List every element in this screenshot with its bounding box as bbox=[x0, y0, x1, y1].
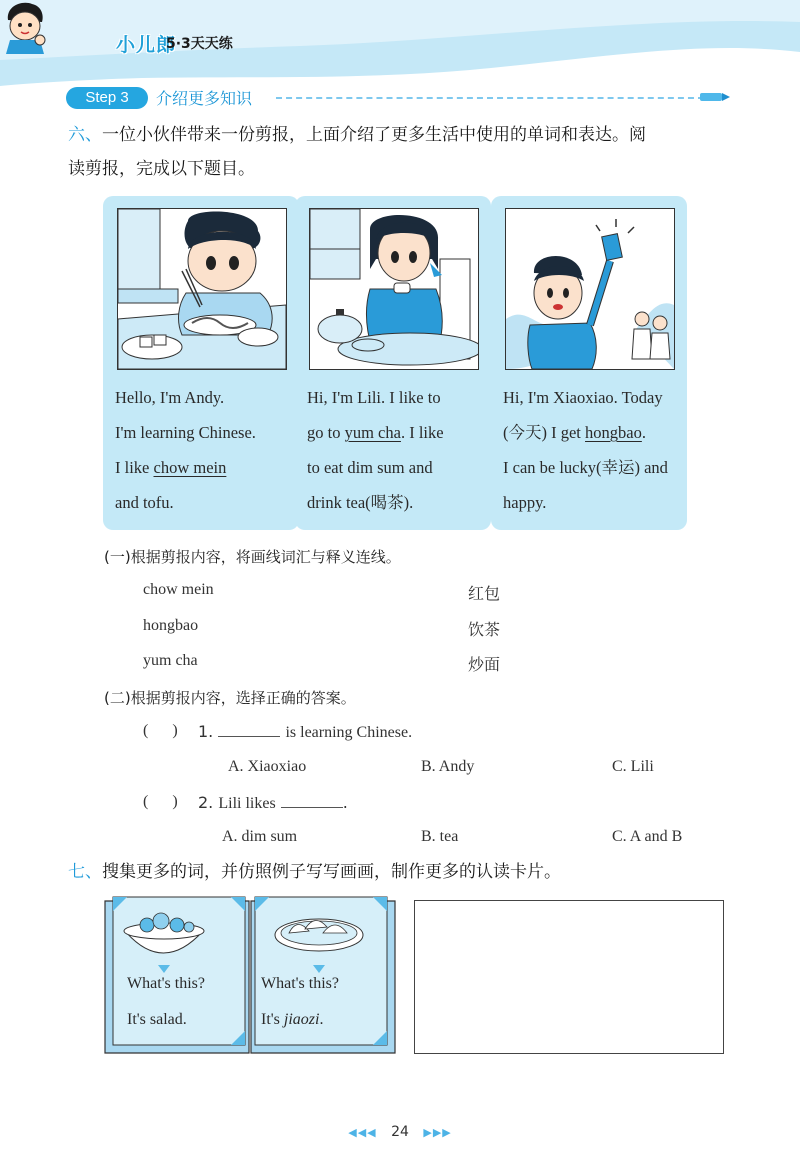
left-arrows-icon: ◀◀◀ bbox=[348, 1126, 377, 1139]
answer-paren[interactable]: ( ) bbox=[143, 793, 178, 810]
boy-mascot-icon bbox=[0, 0, 48, 54]
answer-end: . bbox=[319, 1011, 324, 1028]
brand-name: 小儿郎 bbox=[116, 34, 177, 56]
lili-tea-illustration bbox=[309, 208, 479, 370]
caption-line: to eat dim sum and bbox=[307, 458, 433, 477]
caption-text: (今天) I get bbox=[503, 423, 586, 442]
card-1-question: What's this? bbox=[127, 975, 205, 992]
clipping-panel-andy bbox=[103, 196, 299, 530]
option-c[interactable]: C. A and B bbox=[612, 828, 683, 845]
question-6-heading bbox=[68, 118, 738, 186]
match-right-item[interactable]: 红包 bbox=[468, 584, 501, 603]
option-b[interactable]: B. tea bbox=[421, 828, 459, 845]
caption-text: . I like bbox=[400, 423, 444, 442]
caption-line bbox=[503, 415, 679, 450]
underlined-word-yum-cha: yum cha bbox=[344, 423, 401, 442]
instruction-line-1: 一位小伙伴带来一份剪报，上面介绍了更多生活中使用的单词和表达。阅 bbox=[102, 125, 646, 145]
question-text: is learning Chinese. bbox=[285, 724, 413, 741]
option-b[interactable]: B. Andy bbox=[421, 758, 475, 775]
card-2-question: What's this? bbox=[261, 975, 339, 992]
series-name: 5·3天天练 bbox=[166, 36, 233, 52]
caption-text: . bbox=[641, 423, 646, 442]
caption-line: I'm learning Chinese. bbox=[115, 423, 256, 442]
question-number: 1. bbox=[198, 722, 214, 741]
answer-word-italic: jiaozi bbox=[283, 1011, 320, 1028]
caption-line: drink tea(喝茶). bbox=[307, 493, 414, 512]
step-badge: Step 3 bbox=[66, 87, 148, 109]
caption-text: go to bbox=[307, 423, 345, 442]
caption-line: Hi, I'm Xiaoxiao. Today bbox=[503, 388, 663, 407]
lili-caption bbox=[307, 380, 483, 520]
question-7-heading bbox=[68, 855, 738, 889]
answer-paren[interactable]: ( ) bbox=[143, 722, 178, 739]
example-word-card-book bbox=[103, 895, 397, 1057]
option-a[interactable]: A. Xiaoxiao bbox=[228, 758, 307, 775]
part-1-heading: (一)根据剪报内容，将画线词汇与释义连线。 bbox=[104, 548, 401, 566]
andy-eating-illustration bbox=[117, 208, 287, 370]
blank-drawing-card[interactable] bbox=[414, 900, 724, 1054]
page-number: 24 bbox=[391, 1124, 409, 1140]
instruction-line-2: 读剪报，完成以下题目。 bbox=[68, 159, 255, 179]
xiaoxiao-caption bbox=[503, 380, 679, 520]
clipping-panel-lili bbox=[295, 196, 491, 530]
andy-caption bbox=[115, 380, 291, 520]
caption-line: I can be lucky(幸运) and bbox=[503, 458, 668, 477]
answer-text: It's bbox=[261, 1011, 284, 1028]
mc-question-1 bbox=[198, 722, 412, 742]
instruction: 搜集更多的词，并仿照例子写写画画，制作更多的认读卡片。 bbox=[102, 862, 561, 882]
dashed-divider bbox=[276, 97, 704, 99]
question-end: . bbox=[342, 793, 348, 812]
page-header bbox=[0, 0, 800, 90]
mc-question-2 bbox=[198, 793, 348, 813]
match-left-item[interactable]: yum cha bbox=[143, 652, 198, 669]
match-right-item[interactable]: 炒面 bbox=[468, 655, 501, 674]
right-arrows-icon: ▶▶▶ bbox=[423, 1126, 452, 1139]
caption-line: and tofu. bbox=[115, 493, 174, 512]
underlined-word-chow-mein: chow mein bbox=[153, 458, 227, 477]
caption-line bbox=[115, 450, 291, 485]
match-left-item[interactable]: hongbao bbox=[143, 617, 199, 634]
xiaoxiao-hongbao-illustration bbox=[505, 208, 675, 370]
part-2-heading: (二)根据剪报内容，选择正确的答案。 bbox=[104, 689, 356, 707]
fill-blank[interactable] bbox=[281, 793, 343, 808]
card-1-answer: It's salad. bbox=[127, 1011, 187, 1028]
card-2-answer bbox=[261, 1011, 323, 1029]
fill-blank[interactable] bbox=[218, 722, 280, 737]
match-right-item[interactable]: 饮茶 bbox=[468, 620, 501, 639]
caption-text: I like bbox=[115, 458, 154, 477]
pencil-icon bbox=[700, 91, 730, 103]
question-text: Lili likes bbox=[218, 795, 276, 812]
underlined-word-hongbao: hongbao bbox=[585, 423, 642, 442]
clipping-panel-xiaoxiao bbox=[491, 196, 687, 530]
question-number: 2. bbox=[198, 793, 214, 812]
question-number: 七、 bbox=[68, 862, 102, 882]
caption-line: Hello, I'm Andy. bbox=[115, 388, 225, 407]
option-a[interactable]: A. dim sum bbox=[222, 828, 298, 845]
caption-line: Hi, I'm Lili. I like to bbox=[307, 388, 441, 407]
option-c[interactable]: C. Lili bbox=[612, 758, 654, 775]
caption-line bbox=[307, 415, 483, 450]
step-title: 介绍更多知识 bbox=[156, 89, 253, 108]
caption-line: happy. bbox=[503, 493, 547, 512]
match-left-item[interactable]: chow mein bbox=[143, 581, 214, 598]
question-number: 六、 bbox=[68, 125, 102, 145]
page-footer bbox=[0, 1124, 800, 1140]
